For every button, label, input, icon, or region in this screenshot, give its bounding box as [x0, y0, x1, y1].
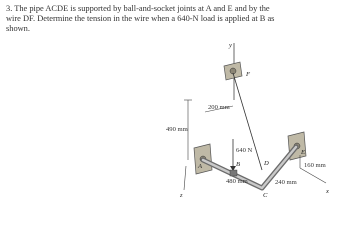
load-label: 640 N: [236, 147, 253, 154]
y-axis-label: y: [229, 42, 232, 49]
point-e-label: E: [301, 149, 306, 156]
point-a-label: A: [198, 163, 203, 170]
x-axis: [300, 168, 326, 183]
point-b-label: B: [236, 161, 241, 168]
load-block: [230, 170, 237, 176]
z-axis-label: z: [180, 192, 183, 199]
point-c-label: C: [263, 192, 268, 199]
dim-200-label: 200 mm: [208, 104, 230, 111]
z-axis: [184, 166, 186, 190]
problem-line-3: shown.: [6, 24, 30, 34]
dim-160-label: 160 mm: [304, 162, 326, 169]
x-axis-label: x: [326, 188, 329, 195]
point-f-label: F: [246, 71, 251, 78]
support-f: [224, 62, 242, 80]
point-d-label: D: [264, 160, 269, 167]
dim-480-label: 480 mm: [226, 178, 248, 185]
problem-line-1: 3. The pipe ACDE is supported by ball-and-socket joints at A and E and by the: [6, 4, 270, 13]
wire-df: [233, 73, 262, 170]
problem-line-2: wire DF. Determine the tension in the wire when a 640-N load is applied at B as: [6, 14, 275, 24]
dim-240-label: 240 mm: [275, 179, 297, 186]
dim-490-label: 490 mm: [166, 126, 188, 133]
